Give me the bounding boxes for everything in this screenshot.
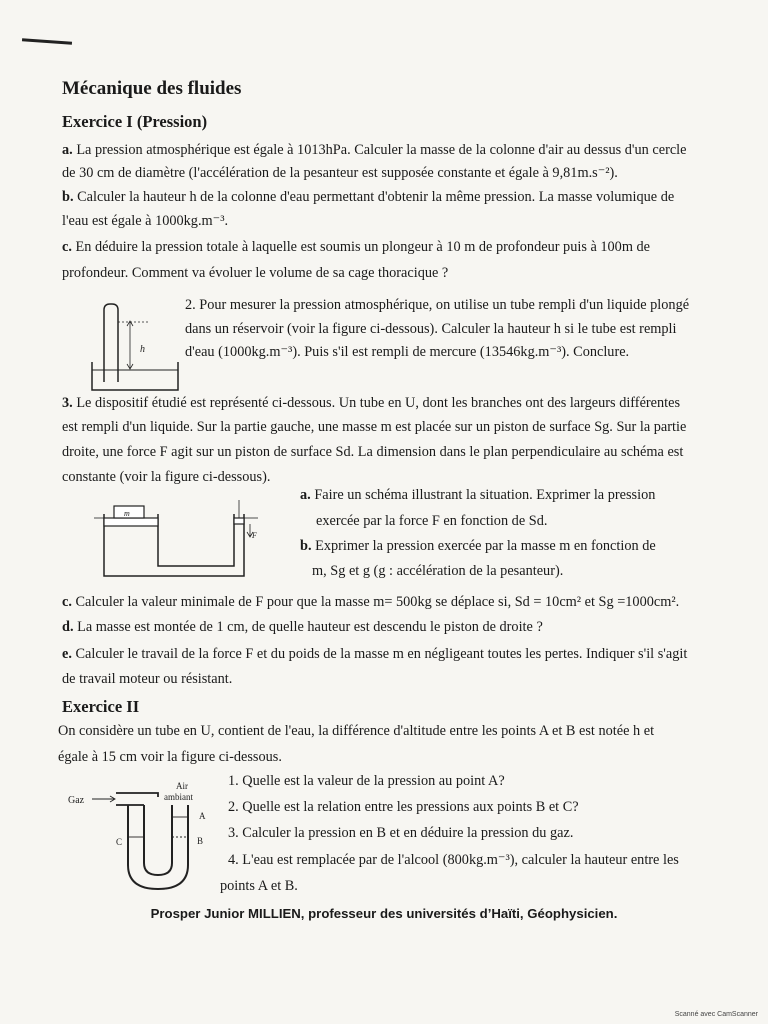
ex2-intro-line2: égale à 15 cm voir la figure ci-dessous. xyxy=(58,749,282,765)
ex2-intro-line1: On considère un tube en U, contient de l'eau, la différence d'altitude entre les points A et B est notée h et xyxy=(58,723,655,739)
pen-mark xyxy=(22,38,72,44)
author-signature: Prosper Junior MILLIEN, professeur des universités d’Haïti, Géophysicien. xyxy=(150,906,618,921)
u-tube-gas-figure xyxy=(68,775,228,895)
ex1-q3b-line2: m, Sg et g (g : accélération de la pesanteur). xyxy=(312,563,564,579)
u-tube-piston-figure xyxy=(92,500,267,582)
air-label-1: Air xyxy=(176,781,188,791)
ex1-e-line2: de travail moteur ou résistant. xyxy=(62,671,233,687)
air-label-2: ambiant xyxy=(164,792,193,802)
mass-m-label: m xyxy=(124,509,130,518)
ex1-b-line2: l'eau est égale à 1000kg.m⁻³. xyxy=(62,213,229,229)
ex1-c-line1: c. En déduire la pression totale à laquelle est soumis un plongeur à 10 m de profondeur puis à 100m de xyxy=(62,239,651,255)
point-c-label: C xyxy=(116,837,123,847)
barometer-figure xyxy=(90,300,180,392)
ex1-q3-line3: droite, une force F agit sur un piston de surface Sd. La dimension dans le plan perpendiculaire au schéma est xyxy=(62,444,684,460)
ex1-q3b-line1: b. Exprimer la pression exercée par la masse m en fonction de xyxy=(300,538,656,554)
point-b-label: B xyxy=(197,836,204,846)
ex1-q3a-line1: a. Faire un schéma illustrant la situation. Exprimer la pression xyxy=(300,487,656,503)
ex1-b-line1: b. Calculer la hauteur h de la colonne d'eau permettant d'obtenir la même pression. La masse volumique de xyxy=(62,189,675,205)
ex2-q3: 3. Calculer la pression en B et en déduire la pression du gaz. xyxy=(228,825,574,841)
ex1-c-line2: profondeur. Comment va évoluer le volume de sa cage thoracique ? xyxy=(62,265,449,281)
gaz-label: Gaz xyxy=(68,795,85,806)
scanner-watermark: Scanné avec CamScanner xyxy=(674,1011,758,1018)
ex2-q1: 1. Quelle est la valeur de la pression au point A? xyxy=(228,773,505,789)
ex1-q3-line4: constante (voir la figure ci-dessous). xyxy=(62,469,271,485)
ex2-q4-line1: 4. L'eau est remplacée par de l'alcool (800kg.m⁻³), calculer la hauteur entre les xyxy=(228,852,679,868)
ex1-e-line1: e. Calculer le travail de la force F et du poids de la masse m en négligeant toutes les pertes. Indiquer s'il s'agit xyxy=(62,646,688,662)
ex1-d-line: d. La masse est montée de 1 cm, de quelle hauteur est descendu le piston de droite ? xyxy=(62,619,543,635)
point-a-label: A xyxy=(199,811,206,821)
ex1-q2-line1: 2. Pour mesurer la pression atmosphérique, on utilise un tube rempli d'un liquide plongé xyxy=(185,297,690,313)
ex1-q2-line2: dans un réservoir (voir la figure ci-dessous). Calculer la hauteur h si le tube est rempli xyxy=(185,321,677,337)
exercise-1-heading: Exercice I (Pression) xyxy=(62,112,208,131)
exercise-2-heading: Exercice II xyxy=(62,697,140,716)
ex1-a-line1: a. La pression atmosphérique est égale à 1013hPa. Calculer la masse de la colonne d'air au dessus d'un cercle xyxy=(62,142,687,158)
ex1-a-line2: de 30 cm de diamètre (l'accélération de la pesanteur est supposée constante et égale à 9,81m.s⁻²). xyxy=(62,165,618,181)
ex1-q2-line3: d'eau (1000kg.m⁻³). Puis s'il est rempli de mercure (13546kg.m⁻³). Conclure. xyxy=(185,344,630,360)
ex1-q3-line1: 3. Le dispositif étudié est représenté ci-dessous. Un tube en U, dont les branches ont des largeurs différentes xyxy=(62,395,681,411)
ex2-q2: 2. Quelle est la relation entre les pressions aux points B et C? xyxy=(228,799,579,815)
force-f-label: F xyxy=(252,531,257,540)
ex1-c2-line: c. Calculer la valeur minimale de F pour que la masse m= 500kg se déplace si, Sd = 10cm² et Sg =1000cm². xyxy=(62,594,680,610)
ex2-q4-line2: points A et B. xyxy=(220,878,298,894)
ex1-q3a-line2: exercée par la force F en fonction de Sd. xyxy=(316,513,548,529)
barometer-h-label: h xyxy=(140,344,145,355)
ex1-q3-line2: est rempli d'un liquide. Sur la partie gauche, une masse m est placée sur un piston de surface Sg. Sur la partie xyxy=(62,419,687,435)
page-title: Mécanique des fluides xyxy=(62,78,242,99)
